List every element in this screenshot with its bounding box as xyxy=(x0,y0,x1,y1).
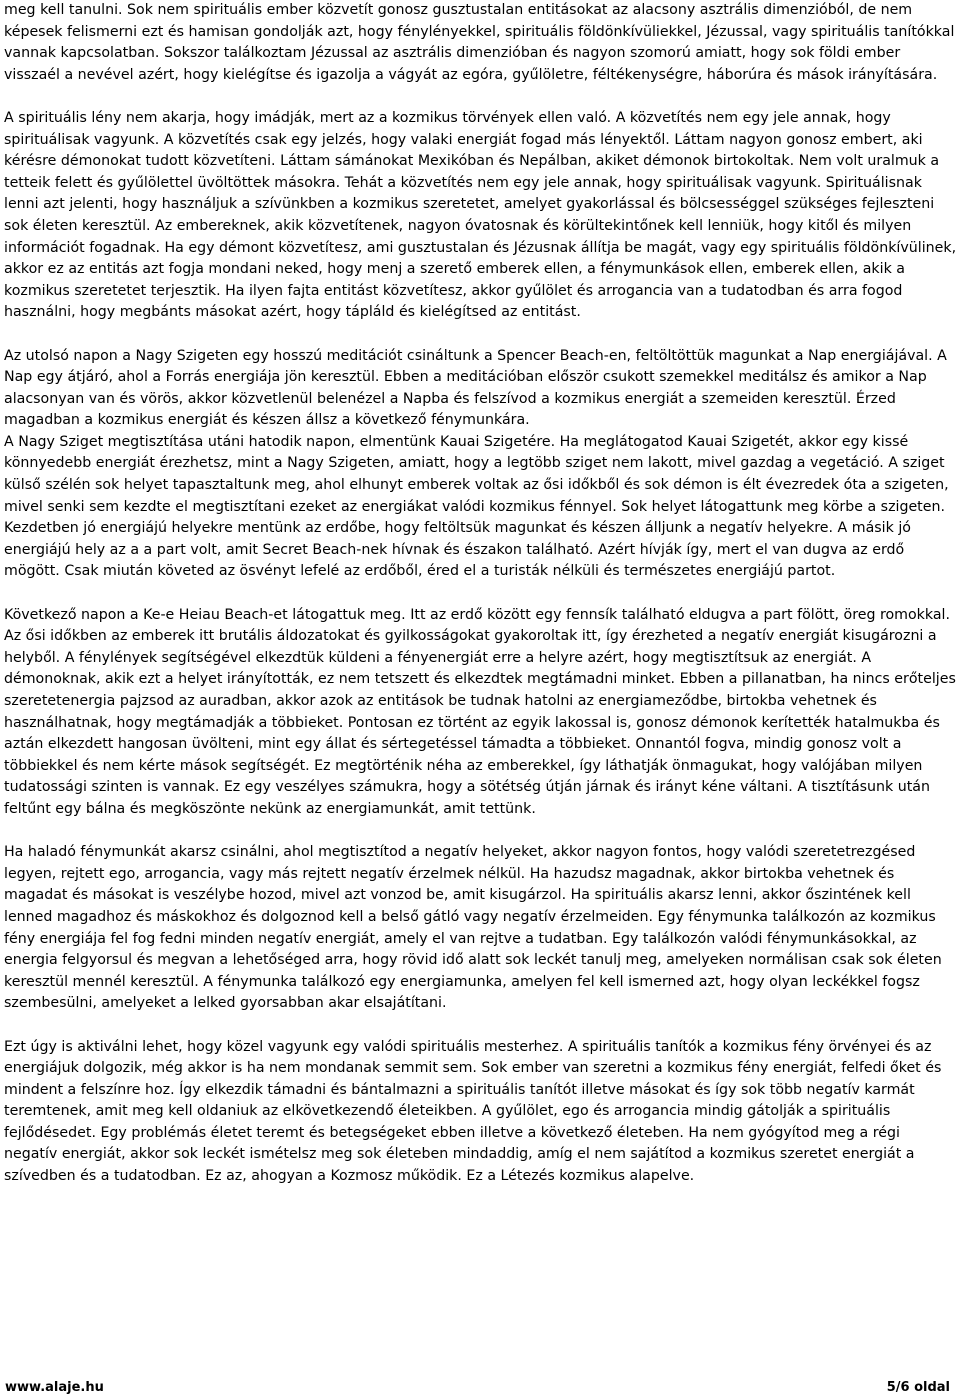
paragraph: meg kell tanulni. Sok nem spirituális ember közvetít gonosz gusztustalan entitásokat az alacsony asztrális dimenzióból, de nem képesek felismerni ezt és hamisan gondolják azt, hogy fénylényekkel, spirituális földönkívüliekkel, Jézussal, vagy spirituális tanítókkal vannak kapcsolatban. Sokszor találkoztam Jézussal az asztrális dimenzióban és nagyon szomorú amiatt, hogy sok földi ember visszaél a nevével azért, hogy kielégítse és igazolja a vágyát az egóra, gyűlöletre, féltékenységre, háborúra és mások irányítására. xyxy=(4,2,955,83)
paragraph-gap xyxy=(4,583,957,605)
paragraph: A spirituális lény nem akarja, hogy imádják, mert az a kozmikus törvények ellen való. A közvetítés nem egy jele annak, hogy spirituálisak vagyunk. A közvetítés csak egy jelzés, hogy valaki energiát fogad más lényektől. Láttam nagyon gonosz embert, aki kérésre démonokat tudott közvetíteni. Láttam sámánokat Mexikóban és Nepálban, akiket démonok birtokoltak. Nem volt uralmuk a tetteik felett és gyűlölettel üvöltöttek másokra. Tehát a közvetítés nem egy jele annak, hogy spirituálisak vagyunk. Spirituálisnak lenni azt jelenti, hogy használjuk a szívünkben a kozmikus szeretetet, amelyet gyakorlással és bölcsességgel szükséges fejleszteni sok életen keresztül. Az embereknek, akik közvetítenek, nagyon óvatosnak és körültekintőnek kell lenniük, hogy kitől és milyen információt fogadnak. Ha egy démont közvetítesz, ami gusztustalan és Jézusnak állítja be magát, vagy egy spirituális földönkívülinek, akkor ez az entitás azt fogja mondani neked, hogy menj a szerető emberek ellen, a fénymunkások ellen, emberek ellen, akik a kozmikus szeretetet terjesztik. Ha ilyen fajta entitást közvetítesz, akkor gyűlölet és arrogancia van a tudatodban és arra fogod használni, hogy megbánts másokat azért, hogy tápláld és kielégítsed az entitást. xyxy=(4,109,957,321)
paragraph-gap xyxy=(4,324,957,346)
footer-website: www.alaje.hu xyxy=(5,1380,104,1395)
paragraph: Következő napon a Ke-e Heiau Beach-et látogattuk meg. Itt az erdő között egy fennsík található eldugva a part fölött, öreg romokkal. Az ősi időkben az emberek itt brutális áldozatokat és gyilkosságokat gyakoroltak itt, így érezheted a negatív energiát kisugározni a helyből. A fénylények segítségével elkezdtük küldeni a fényenergiát erre a helyre azért, hogy megtisztítsuk az energiát. A démonoknak, akik ezt a helyet irányították, ez nem tetszett és elkezdtek megtámadni minket. Ebben a pillanatban, ha nincs erőteljes szeretetenergia pajzsod az auradban, akkor azok az entitások be tudnak hatolni az energiameződbe, birtokba vehetnek és használhatnak, hogy megtámadják a többieket. Pontosan ez történt az egyik lakossal is, gonosz démonok kerítették hatalmukba és aztán elkezdett hangosan üvölteni, mint egy állat és sértegetéssel támadta a többieket. Onnantól fogva, mindig gonosz volt a többiekkel és nem kérte mások segítségét. Ez megtörténik néha az emberekkel, így láthatják önmagukat, hogy valójában milyen tudatossági szinten is vannak. Ez egy veszélyes számukra, hogy a sötétség útján járnak és irányt kéne váltani. A tisztításunk után feltűnt egy bálna és megköszönte nekünk az energiamunkát, amit tettünk. xyxy=(4,606,956,817)
paragraph-gap xyxy=(4,821,957,843)
paragraph: Az utolsó napon a Nagy Szigeten egy hosszú meditációt csináltunk a Spencer Beach-en, feltöltöttük magunkat a Nap energiájával. A Nap egy átjáró, ahol a Forrás energiája jön keresztül. Ebben a meditációban először csukott szemekkel meditálsz és amikor a Nap alacsonyan van és vörös, akkor közvetlenül belenézel a Napba és felszívod a kozmikus energiát a szemeiden keresztül. Érzed magadban a kozmikus energiát és készen állsz a következő fénymunkára. xyxy=(4,347,947,429)
document-body xyxy=(4,0,957,1188)
paragraph: Ezt úgy is aktiválni lehet, hogy közel vagyunk egy valódi spirituális mesterhez. A spirituális tanítók a kozmikus fény örvényei és az energiájuk dolgozik, még akkor is ha nem mondanak semmit sem. Sok ember van szeretni a kozmikus fény energiát, felfedi őket és mindent a felszínre hoz. Így elkezdik támadni és bántalmazni a spirituális tanítót illetve másokat és így sok több negatív karmát teremtenek, amit meg kell oldaniuk az elkövetkezendő életeikben. A gyűlölet, ego és arrogancia mindig gátolják a spirituális fejlődésedet. Egy problémás életet teremt és betegségeket ebben illetve a következő életeben. Ha nem gyógyítod meg a régi negatív energiát, akkor sok leckét ismételsz meg sok életeben mindaddig, amíg el nem sajátítod a kozmikus szeretet energiát a szívedben és a tudatodban. Ez az, ahogyan a Kozmosz működik. Ez a Létezés kozmikus alapelve. xyxy=(4,1038,942,1185)
paragraph: A Nagy Sziget megtisztítása utáni hatodik napon, elmentünk Kauai Szigetére. Ha meglátogatod Kauai Szigetét, akkor egy kissé könnyedebb energiát érezhetsz, mint a Nagy Szigeten, amiatt, hogy a legtöbb sziget nem lakott, mivel gazdag a vegetáció. A sziget külső szélén sok helyet tapasztaltunk meg, ahol elhunyt emberek voltak az ősi időkből és sok démon is élt évezredek óta a szigeten, mivel senki sem kezdte el megtisztítani ezeket az energiákat valódi kozmikus fénnyel. Sok helyet látogattunk meg körbe a szigeten. Kezdetben jó energiájú helyekre mentünk az erdőbe, hogy feltöltsük magunkat és készen álljunk a negatív helyekre. A másik jó energiájú hely az a a part volt, amit Secret Beach-nek hívnak és északon található. Azért hívják így, mert el van dugva az erdő mögött. Csak miután követed az ösvényt lefelé az erdőből, éred el a turisták nélküli és természetes energiájú partot. xyxy=(4,433,949,580)
paragraph-gap xyxy=(4,1015,957,1037)
paragraph: Ha haladó fénymunkát akarsz csinálni, ahol megtisztítod a negatív helyeket, akkor nagyon fontos, hogy valódi szeretetrezgésed legyen, rejtett ego, arrogancia, vagy más rejtett negatív érzelmek nélkül. Ha hazudsz magadnak, akkor birtokba vehetnek és magadat és másokat is veszélybe hozod, mivel azt vonzod be, amit kisugárzol. Ha spirituális akarsz lenni, akkor őszintének kell lenned magadhoz és máskokhoz és dolgoznod kell a belső gátló vagy negatív érzelmeiden. Egy fénymunka találkozón az kozmikus fény energiája fel fog fedni minden negatív energiát, amely el van rejtve a tudatban. Egy találkozón valódi fénymunkásokkal, az energia felgyorsul és megvan a lehetőséged arra, hogy rövid idő alatt sok leckét tanulj meg, amelyeken normálisan csak sok életen keresztül mennél keresztül. A fénymunka találkozó egy energiamunka, amelyen fel kell ismerned azt, hogy olyan leckékkel fogsz szembesülni, amelyeket a lelked gyorsabban akar elsajátítani. xyxy=(4,844,942,1012)
footer-page-number: 5/6 oldal xyxy=(886,1380,950,1395)
paragraph-gap xyxy=(4,86,957,108)
